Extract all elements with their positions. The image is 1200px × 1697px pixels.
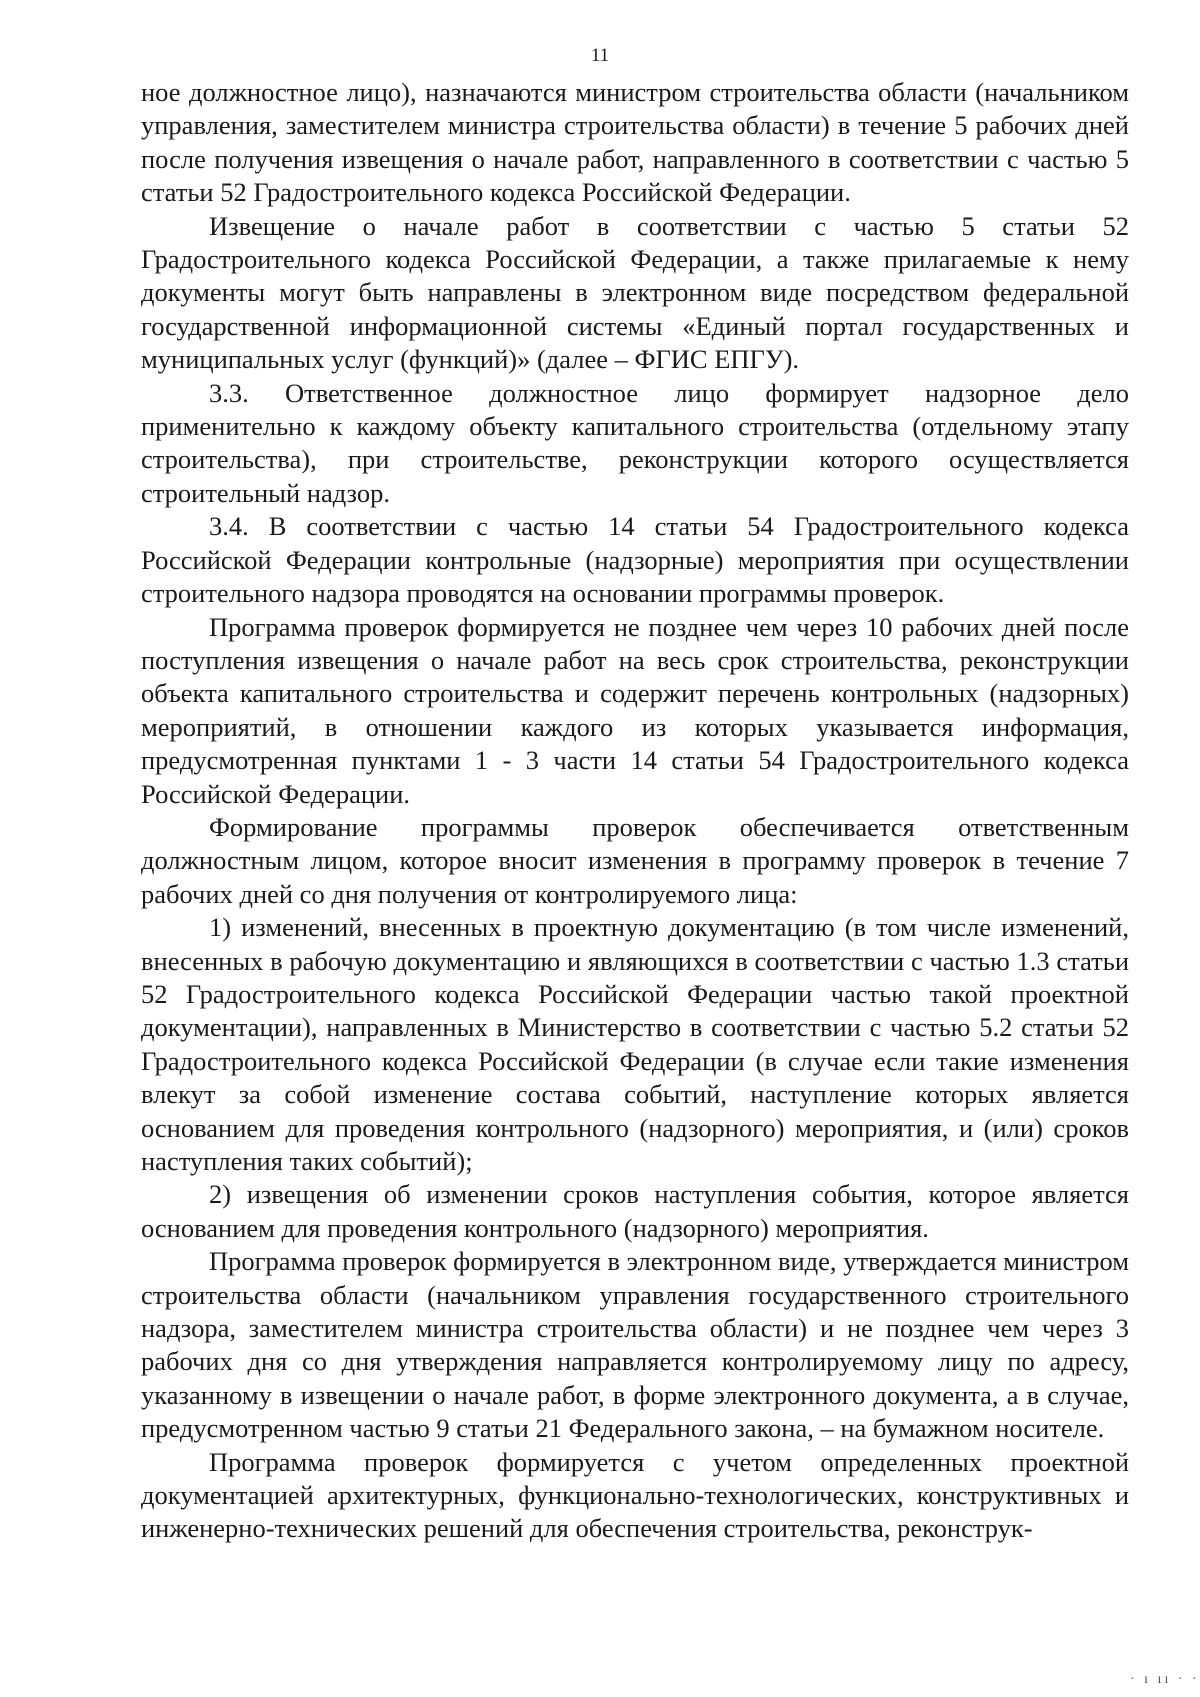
paragraph-program-considerations: Программа проверок формируется с учетом определенных проектной документацией архитектурных, функционально-технологических, конструктивных и инженерно-технических решений для обеспечения строительства, реконструк- bbox=[141, 1446, 1129, 1544]
list-item-1: 1) изменений, внесенных в проектную документацию (в том числе изменений, внесенных в рабочую документацию и являющихся в соответствии с частью 1.3 статьи 52 Градостроительного кодекса Российской Федерации частью такой проектной документации), направленных в Министерство в соответствии с частью 5.2 статьи 52 Градостроительного кодекса Российской Федерации (в случае если такие изменения влекут за собой изменение состава событий, наступление которых является основанием для проведения контрольного (надзорного) мероприятия, и (или) сроков наступления таких событий); bbox=[141, 912, 1129, 1176]
paragraph-program-electronic: Программа проверок формируется в электронном виде, утверждается министром строительства области (начальником управления государственного строительного надзора, заместителем министра строительства области) и не позднее чем через 3 рабочих дня со дня утверждения направляется контролируемому лицу по адресу, указанному в извещении о начале работ, в форме электронного документа, а в случае, предусмотренном частью 9 статьи 21 Федерального закона, – на бумажном носителе. bbox=[141, 1246, 1129, 1444]
paragraph-continuation: ное должностное лицо), назначаются министром строительства области (начальником управления, заместителем министра строительства области) в течение 5 рабочих дней после получения извещения о начале работ, направленного в соответствии с частью 5 статьи 52 Градостроительного кодекса Российской Федерации. bbox=[141, 77, 1129, 208]
scan-marks: · ı ıı · · bbox=[1130, 1672, 1200, 1687]
page-number: 11 bbox=[590, 45, 610, 66]
paragraph-3-4: 3.4. В соответствии с частью 14 статьи 54 Градостроительного кодекса Российской Федерации контрольные (надзорные) мероприятия при осуществлении строительного надзора проводятся на основании программы проверок. bbox=[141, 511, 1129, 609]
paragraph-program-changes: Формирование программы проверок обеспечивается ответственным должностным лицом, которое вносит изменения в программу проверок в течение 7 рабочих дней со дня получения от контролируемого лица: bbox=[141, 811, 1129, 909]
list-item-2: 2) извещения об изменении сроков наступления события, которое является основанием для проведения контрольного (надзорного) мероприятия. bbox=[141, 1179, 1129, 1243]
paragraph-3-3: 3.3. Ответственное должностное лицо формирует надзорное дело применительно к каждому объекту капитального строительства (отдельному этапу строительства), при строительстве, реконструкции которого осуществляется строительный надзор. bbox=[141, 377, 1129, 508]
paragraph-program-deadline: Программа проверок формируется не позднее чем через 10 рабочих дней после поступления извещения о начале работ на весь срок строительства, реконструкции объекта капитального строительства и содержит перечень контрольных (надзорных) мероприятий, в отношении каждого из которых указывается информация, предусмотренная пунктами 1 - 3 части 14 статьи 54 Градостроительного кодекса Российской Федерации. bbox=[141, 611, 1129, 809]
paragraph-notice-electronic: Извещение о начале работ в соответствии с частью 5 статьи 52 Градостроительного кодекса Российской Федерации, а также прилагаемые к нему документы могут быть направлены в электронном виде посредством федеральной государственной информационной системы «Единый портал государственных и муниципальных услуг (функций)» (далее – ФГИС ЕПГУ). bbox=[141, 210, 1129, 375]
document-body bbox=[141, 76, 1129, 1546]
